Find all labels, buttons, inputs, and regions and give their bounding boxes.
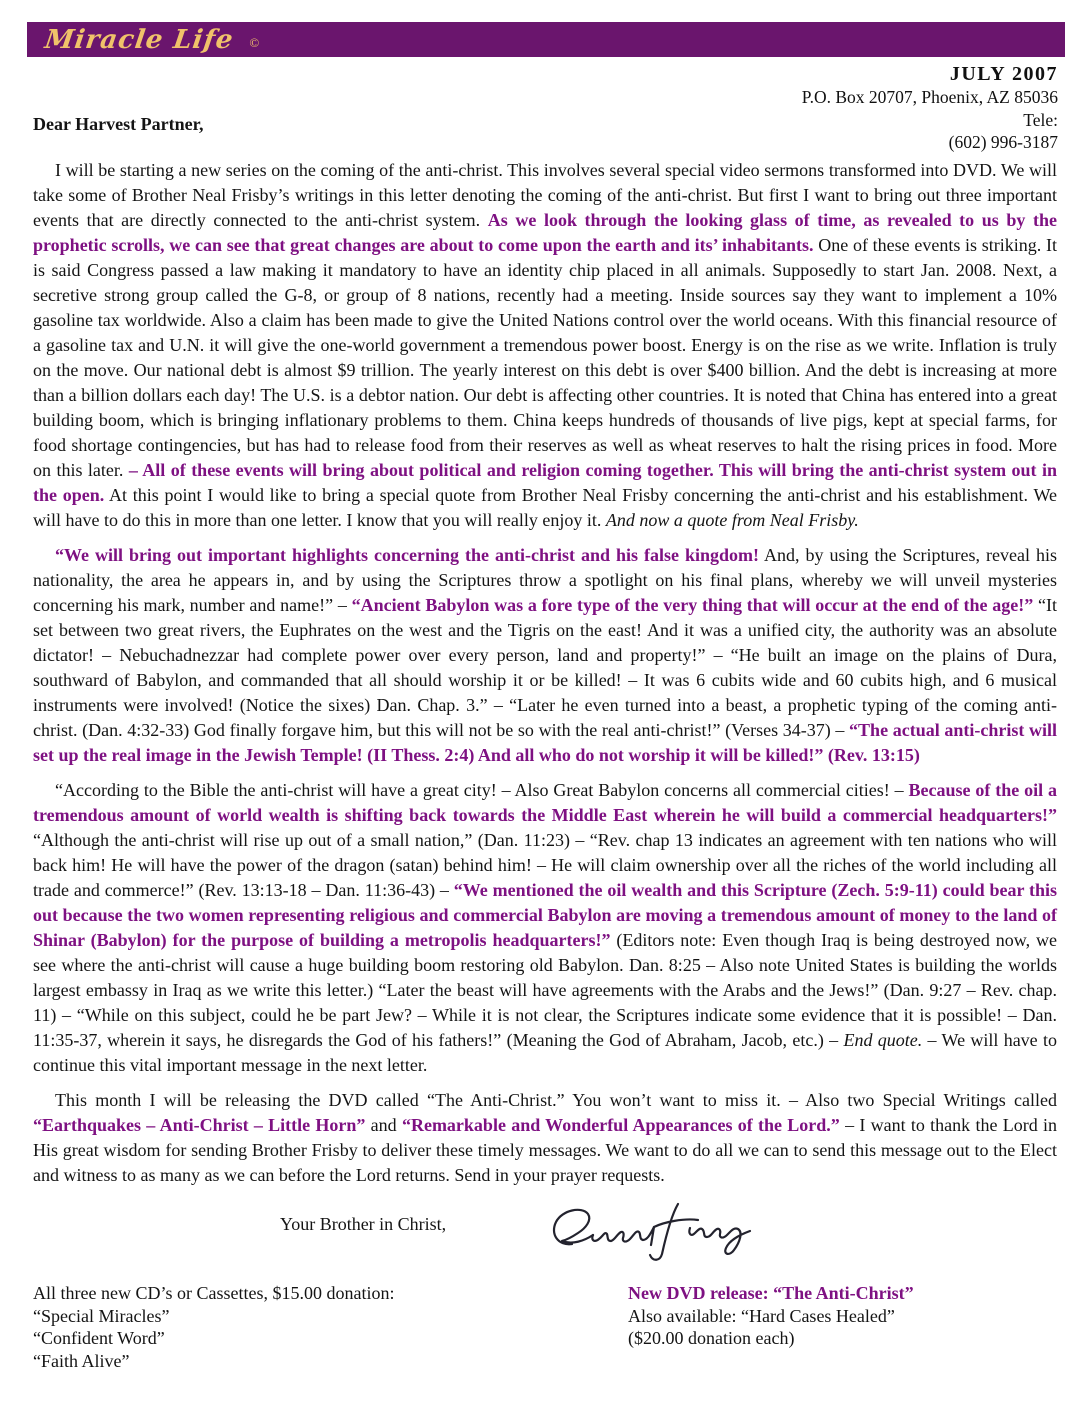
footer: [33, 1282, 1057, 1372]
tele-label: Tele:: [1023, 109, 1058, 130]
closing-line: Your Brother in Christ,: [280, 1214, 447, 1234]
paragraph-4: [33, 1088, 1057, 1188]
paragraph-2: [33, 543, 1057, 768]
paragraph-3: [33, 778, 1057, 1078]
text-run: “Earthquakes – Anti-Christ – Little Horn”: [33, 1115, 366, 1135]
text-run: At this point I would like to bring a special quote from Brother Neal Frisby concerning the anti-christ and his establishment. We will have to do this in more than one letter. I know that you will really enjoy it.: [33, 485, 1057, 530]
text-run: – All of these events will bring about political and religion coming together. This will bring the anti-christ system out in the open.: [33, 460, 1057, 505]
text-run: “According to the Bible the anti-christ will have a great city! – Also Great Babylon concerns all commercial cities! –: [55, 780, 909, 800]
text-run: (Editors note: Even though Iraq is being destroyed now, we see where the anti-christ will cause a huge building boom restoring old Babylon. Dan. 8:25 – Also note United States is building the worlds largest embassy in Iraq as we write this letter.) “Later the beast will have agreements with the Arabs and the Jews!” (Dan. 9:27 – Rev. chap. 11) – “While on this subject, could he be part Jew? – While it is not clear, the Scriptures indicate some evidence that it is possible! – Dan. 11:35-37, wherein it says, he disregards the God of his fathers!” (Meaning the God of Abraham, Jacob, etc.) –: [33, 930, 1057, 1050]
text-run: End quote.: [843, 1030, 923, 1050]
phone-number: (602) 996-3187: [948, 132, 1058, 152]
text-run: “We mentioned the oil wealth and this Scripture (Zech. 5:9-11) could bear this out because the two women representing religious and commercial Babylon are moving a tremendous amount of money to the land of Shinar (Babylon) for the purpose of building a metropolis headquarters!”: [33, 880, 1057, 950]
salutation: Dear Harvest Partner,: [33, 114, 204, 134]
text-run: One of these events is striking. It is said Congress passed a law making it mandatory to have an identity chip placed in all animals. Supposedly to start Jan. 2008. Next, a secretive strong group called the G-8, or group of 8 nations, recently had a meeting. Inside sources say they want to implement a 10% gasoline tax worldwide. Also a claim has been made to give the United Nations control over the world oceans. With this financial resource of a gasoline tax and U.N. it will give the one-world government a tremendous power boost. Energy is on the rise as we write. Inflation is truly on the move. Our national debt is almost $9 trillion. The yearly interest on this debt is over $400 billion. And the debt is increasing at more than a billion dollars each day! The U.S. is a debtor nation. Our debt is affecting other countries. It is noted that China has entered into a great building boom, which is bringing inflationary problems to them. China keeps hundreds of thousands of live pigs, kept at special farms, for food shortage contingencies, but has had to release food from their reserves as well as wheat reserves to halt the rising prices in food. More on this later.: [33, 235, 1057, 480]
cd-title: “Confident Word”: [33, 1328, 165, 1348]
dvd-release-headline: New DVD release: “The Anti-Christ”: [628, 1283, 914, 1303]
dvd-release-block: [628, 1282, 1057, 1372]
text-run: “The actual anti-christ will set up the real image in the Jewish Temple! (II Thess. 2:4) And all who do not worship it will be killed!” (Rev. 13:15): [33, 720, 1057, 765]
cd-offer-line: All three new CD’s or Cassettes, $15.00 donation:: [33, 1283, 395, 1303]
text-run: And now a quote from Neal Frisby.: [605, 510, 859, 530]
text-run: “Ancient Babylon was a fore type of the very thing that will occur at the end of the age!”: [351, 595, 1034, 615]
header-contact-block: [802, 62, 1058, 154]
signature-gerald-frisby: [538, 1200, 778, 1264]
text-run: Because of the oil a tremendous amount of world wealth is shifting back towards the Middle East wherein he will build a commercial headquarters!”: [33, 780, 1057, 825]
text-run: As we look through the looking glass of time, as revealed to us by the prophetic scrolls, we can see that great changes are about to come upon the earth and its’ inhabitants.: [33, 210, 1057, 255]
dvd-donation-line: ($20.00 donation each): [628, 1328, 795, 1348]
text-run: and: [365, 1115, 402, 1135]
masthead-banner: [27, 22, 1065, 57]
letter-body: [33, 158, 1057, 1372]
po-box-address: P.O. Box 20707, Phoenix, AZ 85036: [801, 87, 1058, 107]
paragraph-1: [33, 158, 1057, 533]
text-run: – We will have to continue this vital important message in the next letter.: [33, 1030, 1057, 1075]
copyright-symbol: ©: [249, 34, 260, 50]
closing-row: [33, 1198, 1057, 1276]
text-run: “Although the anti-christ will rise up out of a small nation,” (Dan. 11:23) – “Rev. chap 13 indicates an agreement with ten nations who will back him! He will have the power of the dragon (satan) behind him! – He will claim ownership over all the riches of the world including all trade and commerce!” (Rev. 13:13-18 – Dan. 11:36-43) –: [33, 830, 1057, 900]
text-run: This month I will be releasing the DVD called “The Anti-Christ.” You won’t want to miss it. – Also two Special Writings called: [55, 1090, 1057, 1110]
text-run: And, by using the Scriptures, reveal his nationality, the area he appears in, and by using the Scriptures throw a spotlight on his final plans, whereby we will unveil mysteries concerning his mark, number and name!” –: [33, 545, 1057, 615]
cd-title: “Special Miracles”: [33, 1305, 170, 1326]
text-run: “Remarkable and Wonderful Appearances of the Lord.”: [401, 1115, 840, 1135]
miracle-life-logo: Miracle Life: [42, 24, 236, 55]
text-run: I will be starting a new series on the coming of the anti-christ. This involves several special video sermons transformed into DVD. We will take some of Brother Neal Frisby’s writings in this letter denoting the coming of the anti-christ. But first I want to bring out three important events that are directly connected to the anti-christ system.: [33, 160, 1057, 230]
dvd-available-line: Also available: “Hard Cases Healed”: [628, 1305, 895, 1326]
cd-title: “Faith Alive”: [33, 1350, 130, 1371]
cd-offer-list: [33, 1282, 628, 1372]
text-run: “We will bring out important highlights concerning the anti-christ and his false kingdom!: [55, 545, 760, 565]
text-run: “It set between two great rivers, the Euphrates on the west and the Tigris on the east! And it was a unified city, the authority was an absolute dictator! – Nebuchadnezzar had complete power over every person, land and property!” – “He built an image on the plains of Dura, southward of Babylon, and commanded that all should worship it or be killed! – It was 6 cubits wide and 60 cubits high, and 6 musical instruments were involved! (Notice the sixes) Dan. Chap. 3.” – “Later he even turned into a beast, a prophetic typing of the coming anti-christ. (Dan. 4:32-33) God finally forgave him, but this will not be so with the real anti-christ!” (Verses 34-37) –: [33, 595, 1058, 740]
text-run: – I want to thank the Lord in His great wisdom for sending Brother Frisby to deliver these timely messages. We want to do all we can to send this message out to the Elect and witness to as many as we can before the Lord returns. Send in your prayer requests.: [33, 1115, 1057, 1185]
issue-date: JULY 2007: [949, 63, 1058, 85]
